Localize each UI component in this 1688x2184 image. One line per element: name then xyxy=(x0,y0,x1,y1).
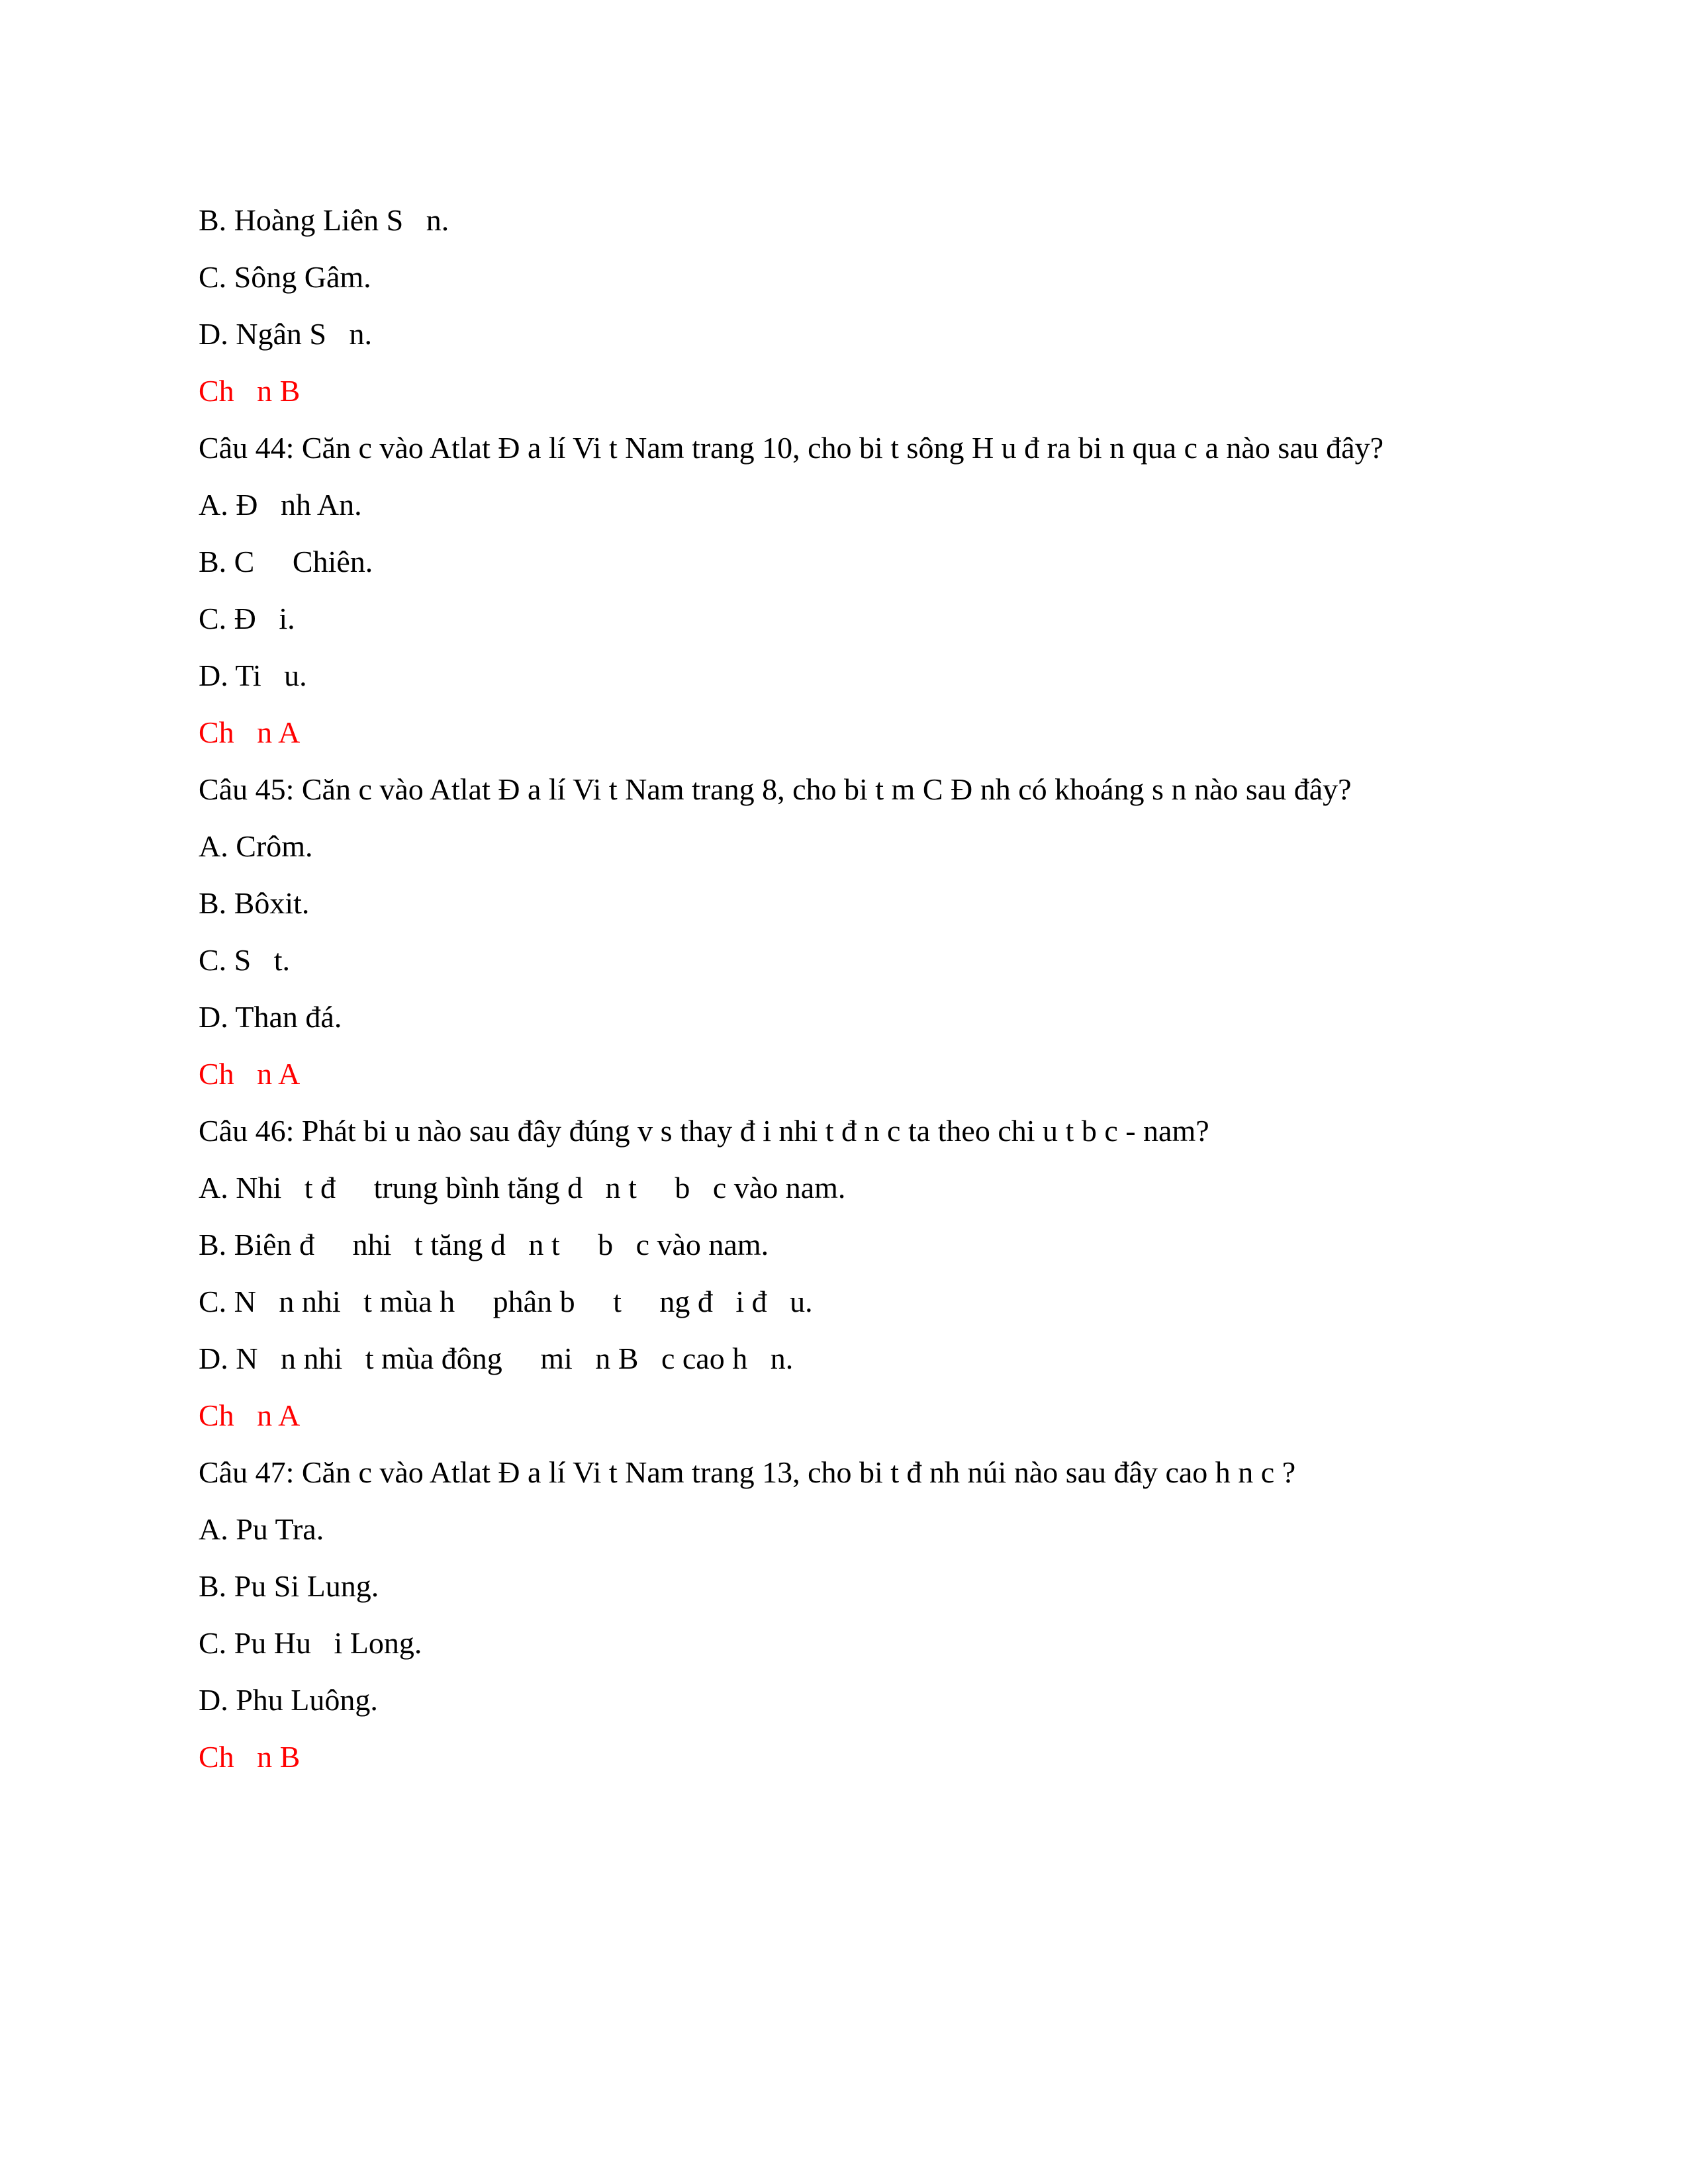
answer-text: Ch n A xyxy=(199,715,301,749)
answer-text: Ch n B xyxy=(199,1740,301,1774)
option-text: C. S t. xyxy=(199,943,291,977)
option-text: B. Bôxit. xyxy=(199,886,310,920)
answer-text: Ch n A xyxy=(199,1398,301,1432)
option-text: B. Pu Si Lung. xyxy=(199,1569,379,1603)
option-text: D. Than đá. xyxy=(199,1000,342,1034)
question-47: Câu 47: Căn c vào Atlat Đ a lí Vi t Nam trang 13, cho bi t đ nh núi nào sau đây cao h n c ? xyxy=(199,1455,1296,1489)
question-45: Câu 45: Căn c vào Atlat Đ a lí Vi t Nam trang 8, cho bi t m C Đ nh có khoáng s n nào sau đây? xyxy=(199,772,1352,806)
option-text: D. Phu Luông. xyxy=(199,1683,378,1717)
option-text: A. Pu Tra. xyxy=(199,1512,324,1546)
option-text: D. N n nhi t mùa đông mi n B c cao h n. xyxy=(199,1342,794,1375)
option-text: D. Ngân S n. xyxy=(199,317,372,351)
option-text: C. Sông Gâm. xyxy=(199,260,371,294)
option-text: A. Nhi t đ trung bình tăng d n t b c vào nam. xyxy=(199,1171,846,1205)
answer-text: Ch n B xyxy=(199,374,301,408)
option-text: B. C Chiên. xyxy=(199,545,373,578)
option-text: C. Pu Hu i Long. xyxy=(199,1626,422,1660)
answer-text: Ch n A xyxy=(199,1057,301,1091)
option-text: C. Đ i. xyxy=(199,602,295,635)
question-46: Câu 46: Phát bi u nào sau đây đúng v s thay đ i nhi t đ n c ta theo chi u t b c - nam? xyxy=(199,1114,1209,1148)
question-44: Câu 44: Căn c vào Atlat Đ a lí Vi t Nam trang 10, cho bi t sông H u đ ra bi n qua c a nào sau đây? xyxy=(199,431,1384,465)
option-text: B. Biên đ nhi t tăng d n t b c vào nam. xyxy=(199,1228,769,1261)
option-text: D. Ti u. xyxy=(199,659,307,692)
option-text: A. Đ nh An. xyxy=(199,488,362,522)
option-text: B. Hoàng Liên S n. xyxy=(199,203,449,237)
option-text: A. Crôm. xyxy=(199,829,313,863)
document-body xyxy=(199,192,1496,1786)
option-text: C. N n nhi t mùa h phân b t ng đ i đ u. xyxy=(199,1285,813,1318)
